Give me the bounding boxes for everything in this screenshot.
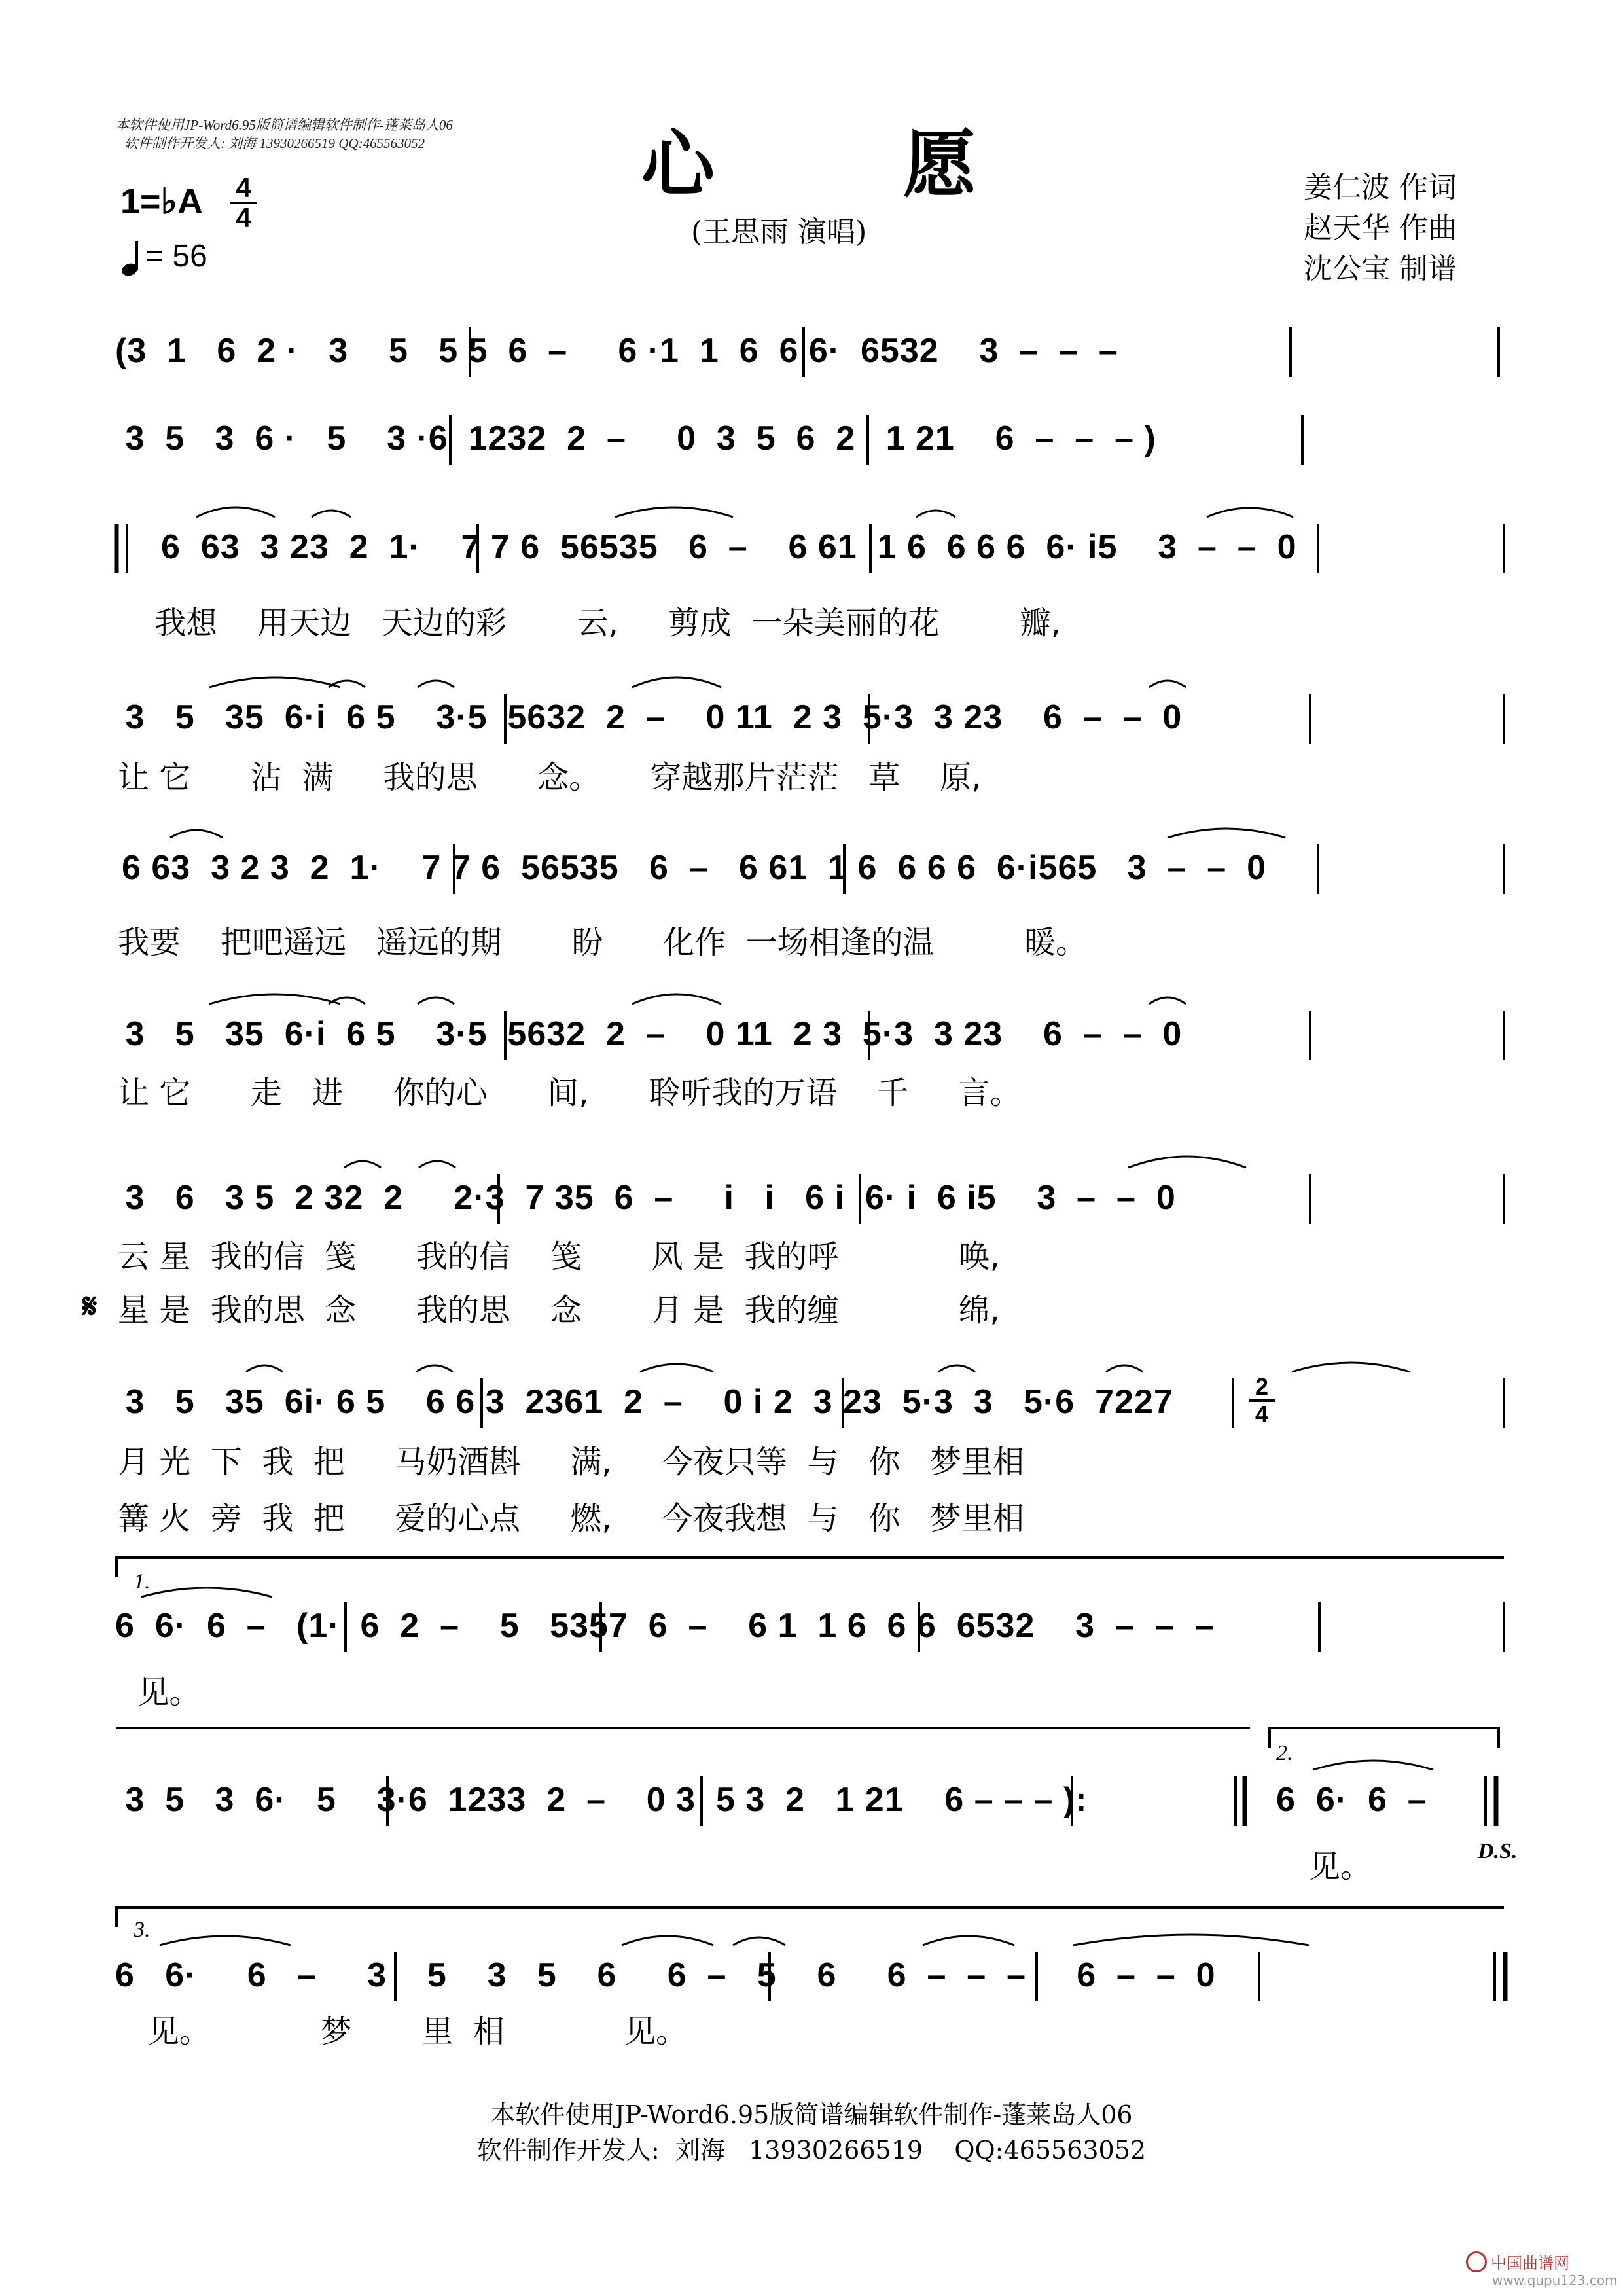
score-line-5-notes: 6 63 3 2 3 2 1· 7 7 6 56535 6 – 6 61 1 6 6 6 6 6·i565 3 – – 0 [122,849,1267,887]
title-char-2: 愿 [903,122,976,207]
composer: 赵天华 作曲 [1304,211,1457,245]
volta-3-label: 3. [134,1918,151,1942]
score-line-8-lyrics-verse1: 月 光 下 我 把 马奶酒斟 满, 今夜只等 与 你 梦里相 [118,1444,1024,1480]
score-line-7-lyrics-verse2: 星 是 我的思 念 我的思 念 月 是 我的缠 绵, [118,1292,1000,1329]
key-signature: 1=♭A [120,182,204,221]
footer-line2: 软件制作开发人: 刘海 13930266519 QQ:465563052 [476,2136,1147,2164]
volta-2-lyrics: 见。 [1309,1848,1372,1885]
footer-line1: 本软件使用JP-Word6.95版简谱编辑软件制作-蓬莱岛人06 [490,2100,1133,2129]
score-line-4-lyrics: 让 它 沾 满 我的思 念。 穿越那片茫茫 草 原, [118,759,982,796]
score-line-10-notes: 3 5 3 6· 5 3·6 1233 2 – 0 3 5 3 2 1 21 6 – – – ): [115,1781,1088,1819]
software-note-line1: 本软件使用JP-Word6.95版简谱编辑软件制作-蓬莱岛人06 [115,117,453,133]
title-char-1: 心 [641,122,715,207]
da-segno-marker: D.S. [1478,1839,1518,1863]
time-signature-bottom: 4 [236,202,251,233]
score-line-9-lyrics: 见。 [118,1674,201,1711]
segno-icon: 𝄋 [82,1287,98,1326]
singer-line: (王思雨 演唱) [691,215,867,249]
software-note-line2: 软件制作开发人: 刘海 13930266519 QQ:465563052 [124,135,425,151]
score-line-2-notes: 3 5 3 6 · 5 3 ·6 1232 2 – 0 3 5 6 2 1 21 6 – – – ) [115,420,1156,457]
score-line-4-notes: 3 5 35 6·i 6 5 3·5 5632 2 – 0 11 2 3 5·3 3 23 6 – – 0 [115,698,1183,736]
time-change-top: 2 [1255,1373,1269,1400]
arranger: 沈公宝 制谱 [1304,252,1457,285]
score-line-1-notes: (3 1 6 2 · 3 5 5 5 6 – 6 ·1 1 6 6 6· 6532 3 – – – [115,332,1118,370]
score-line-5-lyrics: 我要 把吧遥远 遥远的期 盼 化作 一场相逢的温 暖。 [118,924,1087,961]
tempo-value: = 56 [145,239,207,274]
score-line-11-notes: 6 6· 6 – 3 5 3 5 6 6 – 5 6 6 – – – 6 – – 0 [115,1956,1216,1994]
score-line-7-lyrics-verse1: 云 星 我的信 笺 我的信 笺 风 是 我的呼 唤, [118,1238,1000,1275]
score-line-7-notes: 3 6 3 5 2 32 2 2·3 7 35 6 – i i 6 i 6· i 6 i5 3 – – 0 [115,1179,1176,1217]
volta-2-notes: 6 6· 6 – [1276,1781,1427,1819]
score-line-3-notes: 6 63 3 23 2 1· 7 7 6 56535 6 – 6 61 1 6 6 6 6 6· i5 3 – – 0 [161,528,1297,566]
score-line-11-lyrics: 见。 梦 里 相 见。 [118,2013,688,2050]
score-line-8-lyrics-verse2: 篝 火 旁 我 把 爱的心点 燃, 今夜我想 与 你 梦里相 [118,1500,1024,1537]
volta-1-label: 1. [134,1570,151,1594]
volta-2-label: 2. [1276,1741,1293,1765]
watermark-brand: 中国曲谱网 [1491,2254,1569,2272]
time-change-bottom: 4 [1255,1401,1269,1427]
score-line-3-lyrics: 我想 用天边 天边的彩 云, 剪成 一朵美丽的花 瓣, [154,605,1061,641]
watermark-url: www.qupu123.com [1492,2272,1618,2288]
lyricist: 姜仁波 作词 [1304,171,1457,204]
score-line-8-notes: 3 5 35 6i· 6 5 6 6 3 2361 2 – 0 i 2 3 23 5·3 3 5·6 7227 [115,1383,1173,1421]
score-line-6-lyrics: 让 它 走 进 你的心 间, 聆听我的万语 千 言。 [118,1075,1022,1111]
score-line-9-notes: 6 6· 6 – (1· 6 2 – 5 5357 6 – 6 1 1 6 6 6 6532 3 – – – [115,1607,1215,1645]
score-line-6-notes: 3 5 35 6·i 6 5 3·5 5632 2 – 0 11 2 3 5·3 3 23 6 – – 0 [115,1015,1183,1053]
time-signature-top: 4 [236,172,251,203]
